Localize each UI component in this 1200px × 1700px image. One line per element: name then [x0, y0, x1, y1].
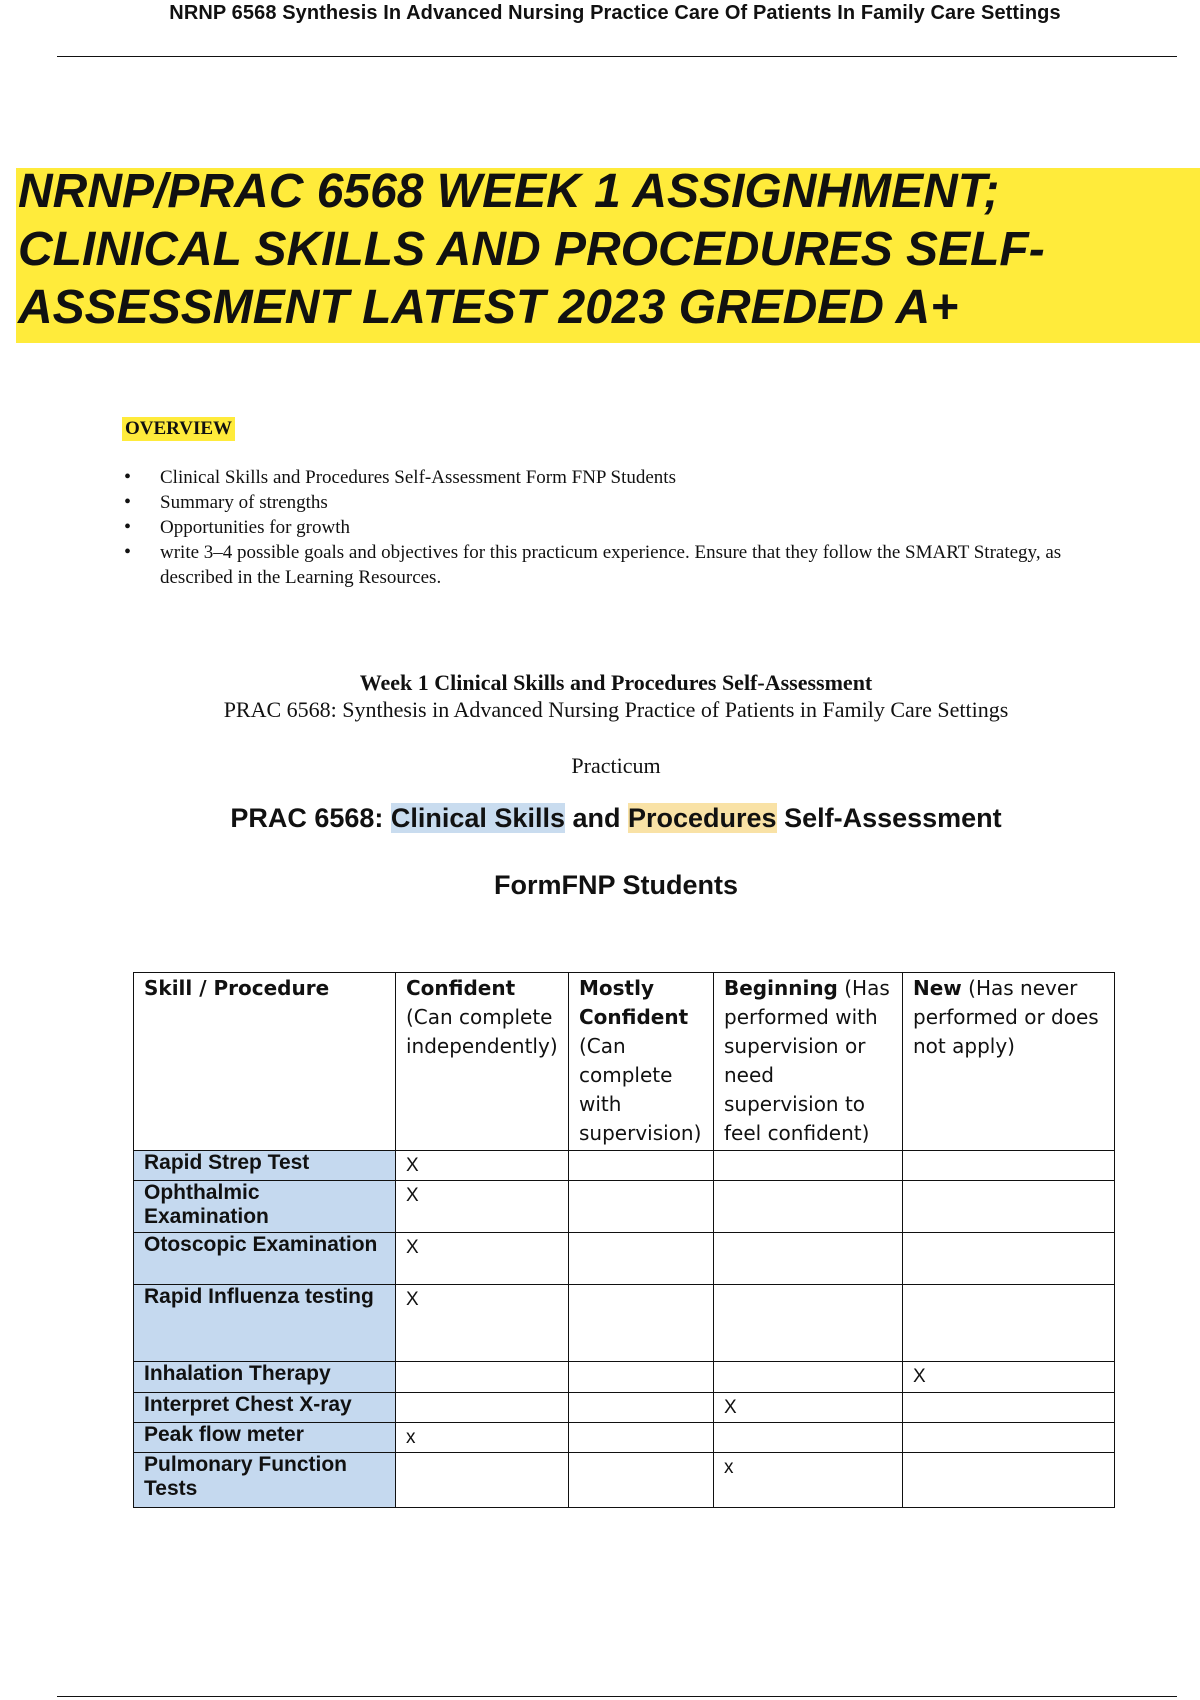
mark-confident [396, 1453, 569, 1508]
header-rule [57, 56, 1177, 57]
mark-mostly-confident [569, 1151, 714, 1181]
mark-new [903, 1453, 1115, 1508]
table-row [134, 1362, 1115, 1393]
table-row [134, 1423, 1115, 1453]
heading-suffix: Self-Assessment [776, 803, 1002, 833]
list-item: • write 3–4 possible goals and objectives for this practicum experience. Ensure that they follow the SMART Strategy, as described in the Learning Resources. [124, 540, 1084, 590]
table-row [134, 1285, 1115, 1362]
mark-beginning [714, 1285, 903, 1362]
mark-beginning: x [714, 1453, 903, 1508]
title-line: CLINICAL SKILLS AND PROCEDURES SELF- [18, 223, 1045, 276]
mark-confident: X [396, 1181, 569, 1233]
mark-new: X [903, 1362, 1115, 1393]
document-title [18, 163, 1198, 337]
mark-mostly-confident [569, 1285, 714, 1362]
mark-mostly-confident [569, 1393, 714, 1423]
practicum-label: Practicum [571, 753, 661, 778]
list-item: • Opportunities for growth [124, 515, 1084, 540]
table-row [134, 1181, 1115, 1233]
mark-mostly-confident [569, 1453, 714, 1508]
column-header-confident: Confident (Can complete independently) [396, 973, 569, 1151]
assessment-subheading: FormFNP Students [493, 870, 738, 900]
heading-prefix: PRAC 6568: [230, 803, 391, 833]
column-header-mostly-confident: Mostly Confident (Can complete with supervision) [569, 973, 714, 1151]
list-item: • Summary of strengths [124, 490, 1084, 515]
footer-rule [57, 1696, 1177, 1697]
column-header-new: New (Has never performed or does not apply) [903, 973, 1115, 1151]
mark-new [903, 1423, 1115, 1453]
mark-new [903, 1285, 1115, 1362]
mark-beginning [714, 1151, 903, 1181]
skill-name: Inhalation Therapy [134, 1362, 396, 1393]
mark-mostly-confident [569, 1423, 714, 1453]
skill-name: Peak flow meter [134, 1423, 396, 1453]
mark-mostly-confident [569, 1181, 714, 1233]
mark-beginning [714, 1181, 903, 1233]
assessment-heading [0, 803, 1200, 834]
mark-mostly-confident [569, 1362, 714, 1393]
heading-highlight-procedures: Procedures [627, 803, 777, 833]
mark-confident: X [396, 1233, 569, 1285]
mark-confident [396, 1393, 569, 1423]
mark-new [903, 1151, 1115, 1181]
mark-beginning [714, 1233, 903, 1285]
column-header-beginning: Beginning (Has performed with supervision or need supervision to feel confident) [714, 973, 903, 1151]
heading-highlight-clinical-skills: Clinical Skills [390, 803, 565, 833]
mark-new [903, 1181, 1115, 1233]
skill-name: Pulmonary Function Tests [134, 1453, 396, 1508]
form-title: Week 1 Clinical Skills and Procedures Self-Assessment [359, 670, 873, 695]
skill-name: Rapid Strep Test [134, 1151, 396, 1181]
skill-name: Interpret Chest X-ray [134, 1393, 396, 1423]
title-line: NRNP/PRAC 6568 WEEK 1 ASSIGNHMENT; [18, 165, 1000, 218]
table-row [134, 1393, 1115, 1423]
running-header: NRNP 6568 Synthesis In Advanced Nursing Practice Care Of Patients In Family Care Settings [169, 2, 1061, 24]
title-line: ASSESSMENT LATEST 2023 GREDED A+ [18, 281, 959, 334]
mark-beginning [714, 1362, 903, 1393]
column-header-skill: Skill / Procedure [134, 973, 396, 1151]
overview-bullet-list [124, 465, 1084, 590]
mark-new [903, 1393, 1115, 1423]
skills-table [133, 972, 1115, 1508]
mark-new [903, 1233, 1115, 1285]
mark-confident: x [396, 1423, 569, 1453]
mark-confident: X [396, 1285, 569, 1362]
table-header-row [134, 973, 1115, 1151]
mark-beginning: X [714, 1393, 903, 1423]
mark-confident: X [396, 1151, 569, 1181]
table-row [134, 1233, 1115, 1285]
skill-name: Ophthalmic Examination [134, 1181, 396, 1233]
skill-name: Rapid Influenza testing [134, 1285, 396, 1362]
table-row [134, 1151, 1115, 1181]
form-subtitle: PRAC 6568: Synthesis in Advanced Nursing Practice of Patients in Family Care Settings [223, 697, 1009, 722]
skill-name: Otoscopic Examination [134, 1233, 396, 1285]
overview-label: OVERVIEW [122, 417, 235, 441]
mark-confident [396, 1362, 569, 1393]
mark-beginning [714, 1423, 903, 1453]
list-item: • Clinical Skills and Procedures Self-Assessment Form FNP Students [124, 465, 1084, 490]
table-row [134, 1453, 1115, 1508]
mark-mostly-confident [569, 1233, 714, 1285]
heading-middle: and [564, 803, 628, 833]
